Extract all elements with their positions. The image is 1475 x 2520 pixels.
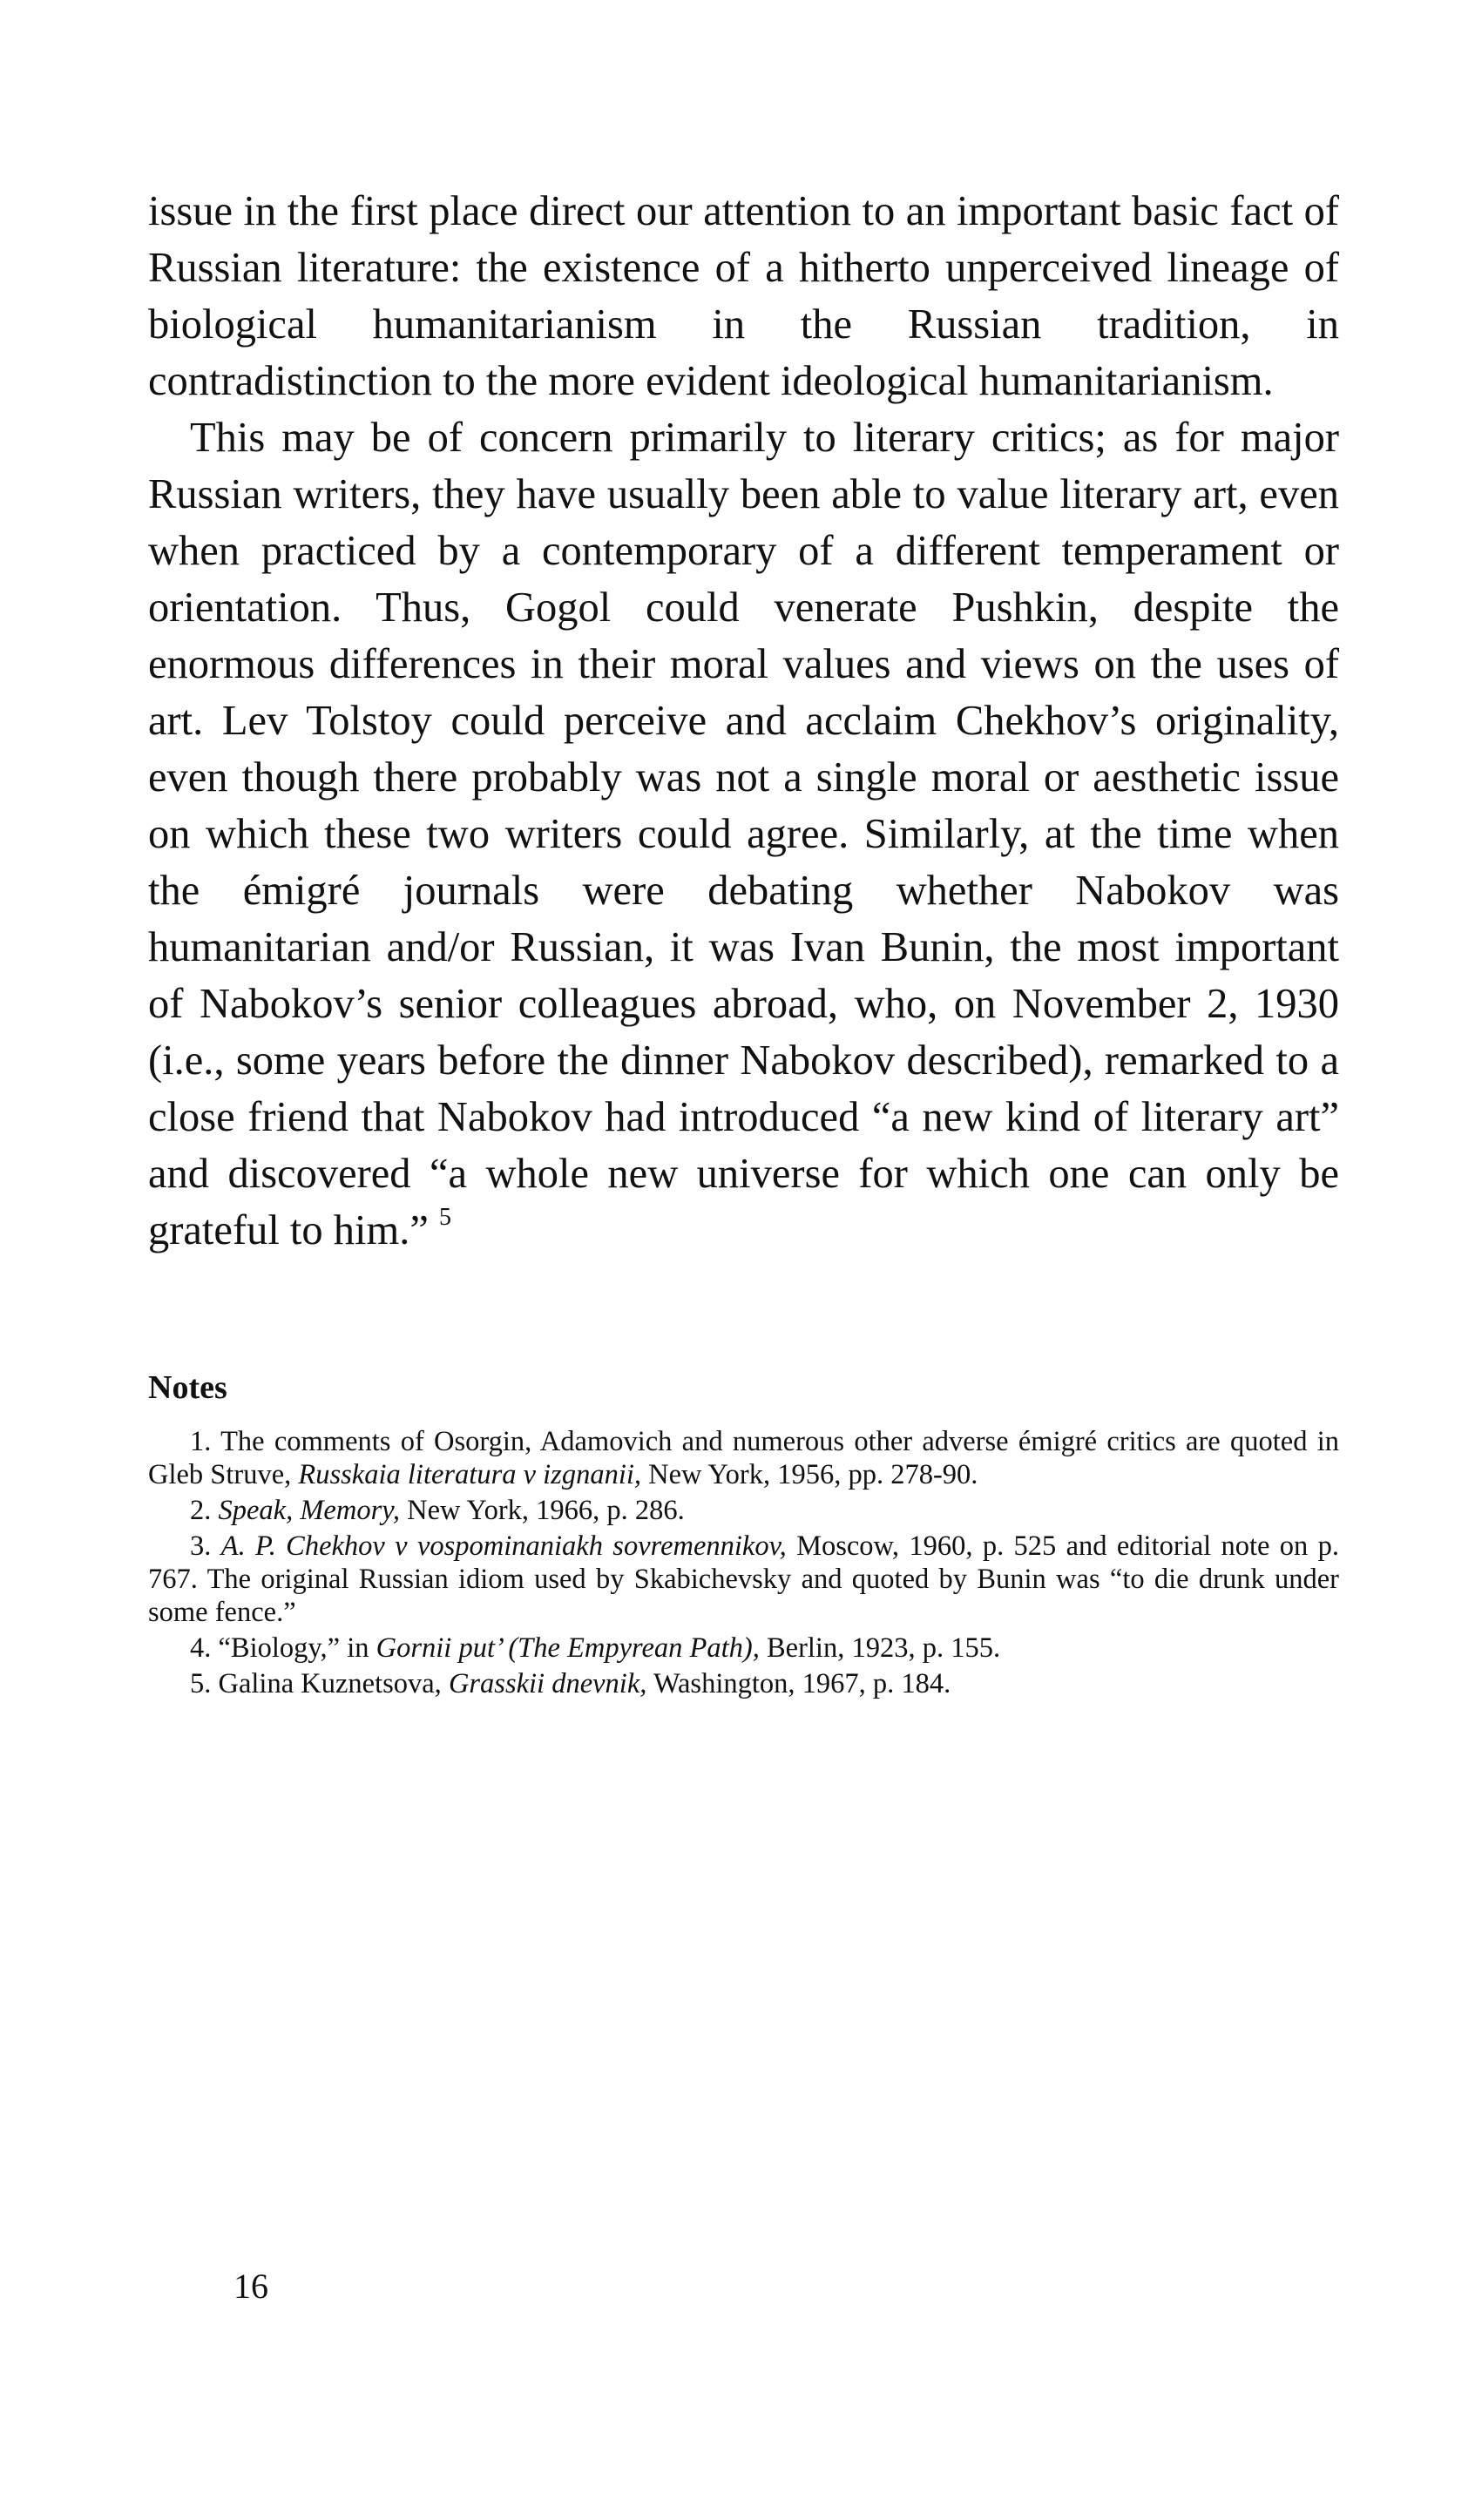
note-number: 5. (190, 1668, 212, 1699)
note-text: New York, 1966, p. 286. (407, 1495, 685, 1526)
note-text: “Biology,” in (218, 1632, 369, 1664)
notes-heading: Notes (148, 1369, 227, 1406)
paragraph-1: issue in the first place direct our attention to an important basic fact of Russian literature: the existence of a hitherto unperceived lineage of biological humanitarianism in the Russian tradition, in contradistinction to the more evident ideological humanitarianism. (148, 188, 1339, 404)
note-4 (148, 1632, 1339, 1665)
body-text (148, 183, 1339, 1259)
note-number: 1. (190, 1426, 212, 1457)
note-3 (148, 1530, 1339, 1629)
note-text: Moscow, 1960, p. 525 and editorial note on p. 767. The original Russian idiom used by Skabichevsky and quoted by Bunin was “to die drunk under some fence.” (148, 1530, 1339, 1628)
note-title: Gornii put’ (The Empyrean Path), (376, 1632, 760, 1664)
note-title: A. P. Chekhov v vospominaniakh sovremennikov, (220, 1530, 787, 1562)
note-text: Galina Kuznetsova, (218, 1668, 442, 1699)
note-2 (148, 1494, 1339, 1527)
page-number: 16 (233, 2267, 268, 2306)
footnote-marker: 5 (439, 1204, 452, 1231)
note-title: Speak, Memory, (218, 1495, 400, 1526)
note-number: 3. (190, 1530, 212, 1562)
note-title: Russkaia literatura v izgnanii, (298, 1459, 642, 1490)
note-title: Grasskii dnevnik, (448, 1668, 647, 1699)
paragraph-2: This may be of concern primarily to literary critics; as for major Russian writers, they have usually been able to value literary art, even when practiced by a contemporary of a different temperament or orientation. Thus, Gogol could venerate Pushkin, despite the enormous differences in their moral values and views on the uses of art. Lev Tolstoy could perceive and acclaim Chekhov’s originality, even though there probably was not a single moral or aesthetic issue on which these two writers could agree. Similarly, at the time when the émigré journals were debating whether Nabokov was humanitarian and/or Russian, it was Ivan Bunin, the most important of Nabokov’s senior colleagues abroad, who, on November 2, 1930 (i.e., some years before the dinner Nabokov described), remarked to a close friend that Nabokov had introduced “a new kind of literary art” and discovered “a whole new universe for which one can only be grateful to him.” (148, 415, 1339, 1253)
note-text: The comments of Osorgin, Adamovich and numerous other adverse émigré critics are quoted in Gleb Struve, (148, 1426, 1339, 1490)
note-1 (148, 1425, 1339, 1491)
note-5 (148, 1667, 1339, 1700)
note-text: Berlin, 1923, p. 155. (766, 1632, 1001, 1664)
note-number: 2. (190, 1495, 212, 1526)
notes-list (148, 1425, 1339, 1703)
note-number: 4. (190, 1632, 212, 1664)
note-text: Washington, 1967, p. 184. (653, 1668, 951, 1699)
note-text: New York, 1956, pp. 278-90. (648, 1459, 978, 1490)
